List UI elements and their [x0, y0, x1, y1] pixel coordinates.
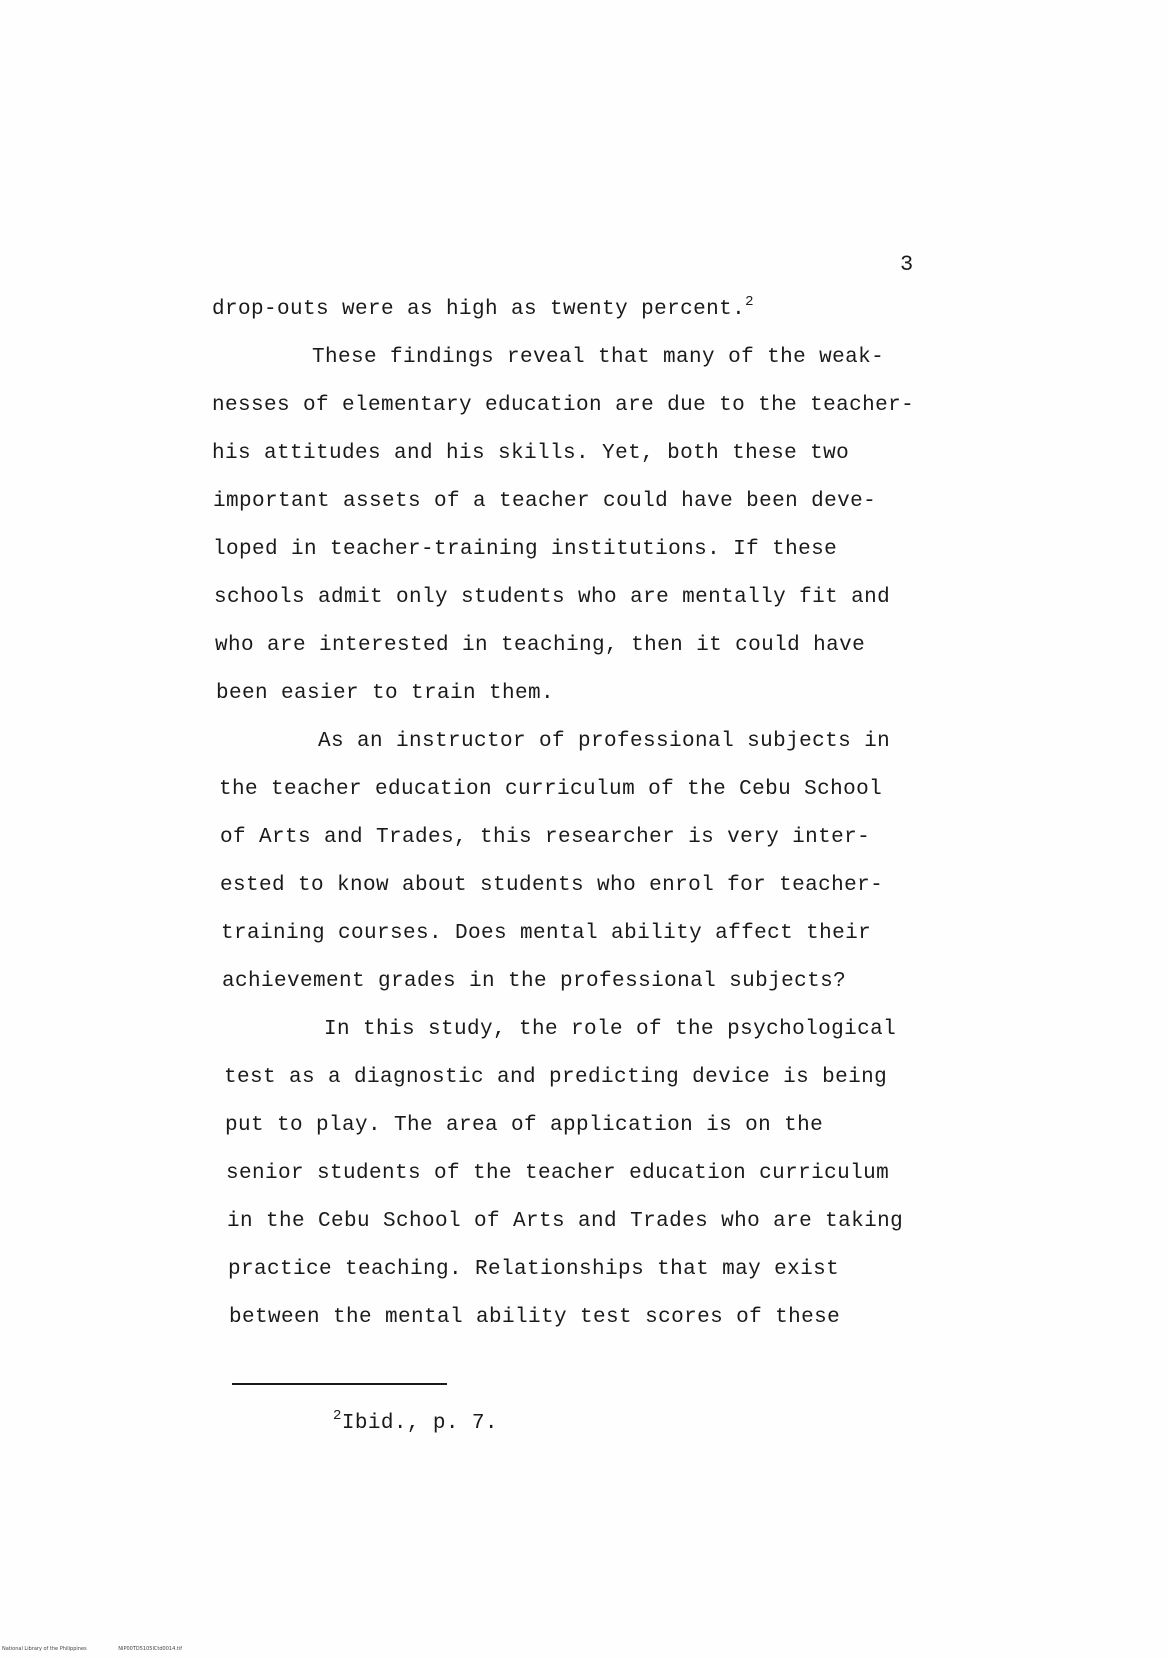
footnote [333, 1408, 498, 1435]
text-line: These findings reveal that many of the weak- [312, 346, 885, 369]
footnote-text: Ibid., p. 7. [341, 1412, 498, 1435]
text-line: training courses. Does mental ability affect their [221, 922, 872, 945]
text-line: In this study, the role of the psychological [324, 1018, 897, 1041]
text-line: nesses of elementary education are due to the teacher- [212, 394, 915, 417]
text-line: As an instructor of professional subjects in [318, 730, 891, 753]
footnote-divider [232, 1383, 447, 1385]
page-number: 3 [900, 252, 914, 277]
text-line: been easier to train them. [216, 682, 555, 705]
scan-footer [2, 1646, 212, 1652]
text-line: between the mental ability test scores of these [229, 1306, 841, 1329]
text-line: practice teaching. Relationships that may exist [228, 1258, 840, 1281]
text-line: drop-outs were as high as twenty percent.$^2$ [212, 294, 754, 321]
text-line: loped in teacher-training institutions. If these [213, 538, 838, 561]
text-line: his attitudes and his skills. Yet, both these two [212, 442, 850, 465]
text-line: important assets of a teacher could have been deve- [213, 490, 877, 513]
file-name: NIP00TD5105ICtd0014.tif [118, 1646, 182, 1652]
text-line: put to play. The area of application is on the [225, 1114, 824, 1137]
text-line: ested to know about students who enrol for teacher- [220, 874, 884, 897]
text-line: who are interested in teaching, then it could have [215, 634, 866, 657]
text-line: in the Cebu School of Arts and Trades who are taking [227, 1210, 904, 1233]
text-line: of Arts and Trades, this researcher is very inter- [220, 826, 871, 849]
library-credit: National Library of the Philippines [2, 1646, 87, 1652]
text-line: achievement grades in the professional subjects? [222, 970, 847, 993]
text-line: senior students of the teacher education curriculum [226, 1162, 890, 1185]
text-line: test as a diagnostic and predicting device is being [224, 1066, 888, 1089]
text-line: the teacher education curriculum of the Cebu School [219, 778, 883, 801]
footnote-marker: 2 [333, 1408, 342, 1424]
footnote-reference: 2 [745, 294, 754, 310]
text-line: schools admit only students who are mentally fit and [214, 586, 891, 609]
